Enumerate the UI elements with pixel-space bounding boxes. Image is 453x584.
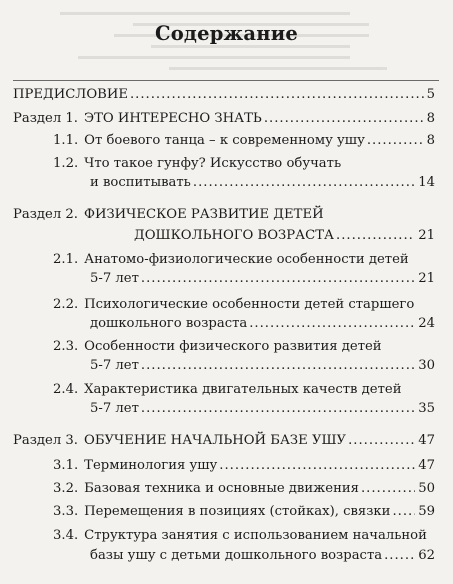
toc-entry-2-1[interactable] [53, 251, 435, 268]
toc-entry-text: Особенности физического развития детей [84, 339, 382, 354]
toc-page-number: 47 [418, 433, 435, 448]
toc-entry-2-4[interactable] [53, 381, 435, 398]
toc-entry-2-1-continued[interactable] [90, 270, 435, 287]
toc-entry-text: ФИЗИЧЕСКОЕ РАЗВИТИЕ ДЕТЕЙ [84, 207, 324, 222]
toc-leader [141, 270, 415, 287]
toc-entry-3-1[interactable] [53, 457, 435, 474]
toc-entry-number: 2.4. [53, 382, 79, 397]
toc-entry-text: Характеристика двигательных качеств детей [84, 382, 402, 397]
toc-entry-preface[interactable] [13, 86, 435, 103]
toc-entry-text: Перемещения в позициях (стойках), связки [84, 504, 391, 519]
toc-leader [141, 400, 415, 417]
toc-entry-3-4-continued[interactable] [90, 547, 435, 564]
toc-page-number: 35 [418, 401, 435, 416]
toc-page-number: 59 [418, 504, 435, 519]
toc-page-number: 62 [418, 548, 435, 563]
toc-entry-number: 3.4. [53, 528, 79, 543]
toc-leader [384, 547, 415, 564]
toc-entry-number: 2.2. [53, 297, 79, 312]
toc-entry-3-2[interactable] [53, 480, 435, 497]
toc-page-number: 24 [418, 316, 435, 331]
toc-entry-section-2-continued[interactable] [134, 227, 435, 244]
toc-entry-number: 2.3. [53, 339, 79, 354]
toc-entry-text-continued: ДОШКОЛЬНОГО ВОЗРАСТА [134, 228, 334, 243]
toc-entry-number: 2.1. [53, 252, 79, 267]
toc-entry-2-3[interactable] [53, 338, 435, 355]
toc-entry-text: Что такое гунфу? Искусство обучать [84, 156, 342, 171]
toc-page-number: 50 [418, 481, 435, 496]
toc-entry-1-2-continued[interactable] [90, 174, 435, 191]
toc-page-number: 14 [418, 175, 435, 190]
toc-entry-text-continued: 5-7 лет [90, 358, 139, 373]
toc-entry-text: Базовая техника и основные движения [84, 481, 359, 496]
toc-entry-number: Раздел 1. [13, 111, 79, 126]
toc-entry-number: 3.3. [53, 504, 79, 519]
toc-entry-text: Терминология ушу [84, 458, 218, 473]
toc-leader [219, 457, 415, 474]
toc-entry-1-2[interactable] [53, 155, 435, 172]
toc-entry-number: Раздел 3. [13, 433, 79, 448]
toc-page-number: 8 [426, 111, 435, 126]
page-title: Содержание [154, 22, 299, 45]
toc-page-number: 47 [418, 458, 435, 473]
toc-entry-text-continued: 5-7 лет [90, 271, 139, 286]
toc-entry-3-3[interactable] [53, 503, 435, 520]
toc-entry-text: Анатомо-физиологические особенности детей [84, 252, 409, 267]
toc-entry-text-continued: и воспитывать [90, 175, 191, 190]
toc-leader [141, 357, 415, 374]
toc-entry-2-2[interactable] [53, 296, 435, 313]
toc-entry-3-4[interactable] [53, 527, 435, 544]
toc-page-number: 21 [418, 271, 435, 286]
toc-leader [336, 227, 415, 244]
toc-entry-1-1[interactable] [53, 132, 435, 149]
toc-page-number: 5 [426, 87, 435, 102]
toc-leader [367, 132, 424, 149]
header-rule [13, 80, 439, 81]
toc-entry-text: Структура занятия с использованием начальной [84, 528, 427, 543]
toc-entry-text-continued: дошкольного возраста [90, 316, 248, 331]
toc-entry-text-continued: 5-7 лет [90, 401, 139, 416]
toc-entry-2-2-continued[interactable] [90, 315, 435, 332]
toc-leader [193, 174, 415, 191]
toc-leader [392, 503, 415, 520]
toc-entry-2-4-continued[interactable] [90, 400, 435, 417]
toc-entry-text: От боевого танца – к современному ушу [84, 133, 365, 148]
toc-entry-number: 1.2. [53, 156, 79, 171]
toc-page-number: 8 [426, 133, 435, 148]
toc-leader [249, 315, 415, 332]
toc-entry-text: ЭТО ИНТЕРЕСНО ЗНАТЬ [84, 111, 262, 126]
toc-entry-text: ОБУЧЕНИЕ НАЧАЛЬНОЙ БАЗЕ УШУ [84, 433, 347, 448]
toc-entry-number: 1.1. [53, 133, 79, 148]
toc-leader [361, 480, 415, 497]
toc-entry-2-3-continued[interactable] [90, 357, 435, 374]
toc-entry-number: 3.2. [53, 481, 79, 496]
toc-entry-text: ПРЕДИСЛОВИЕ [13, 87, 128, 102]
toc-entry-number: 3.1. [53, 458, 79, 473]
toc-entry-section-1[interactable] [13, 110, 435, 127]
toc-entry-section-3[interactable] [13, 432, 435, 449]
toc-entry-section-2[interactable] [13, 206, 435, 223]
toc-entry-text: Психологические особенности детей старшего [84, 297, 415, 312]
toc-page-number: 30 [418, 358, 435, 373]
toc-entry-number: Раздел 2. [13, 207, 79, 222]
toc-leader [264, 110, 424, 127]
toc-leader [130, 86, 424, 103]
toc-entry-text-continued: базы ушу с детьми дошкольного возраста [90, 548, 383, 563]
toc-leader [348, 432, 415, 449]
toc-page-number: 21 [418, 228, 435, 243]
